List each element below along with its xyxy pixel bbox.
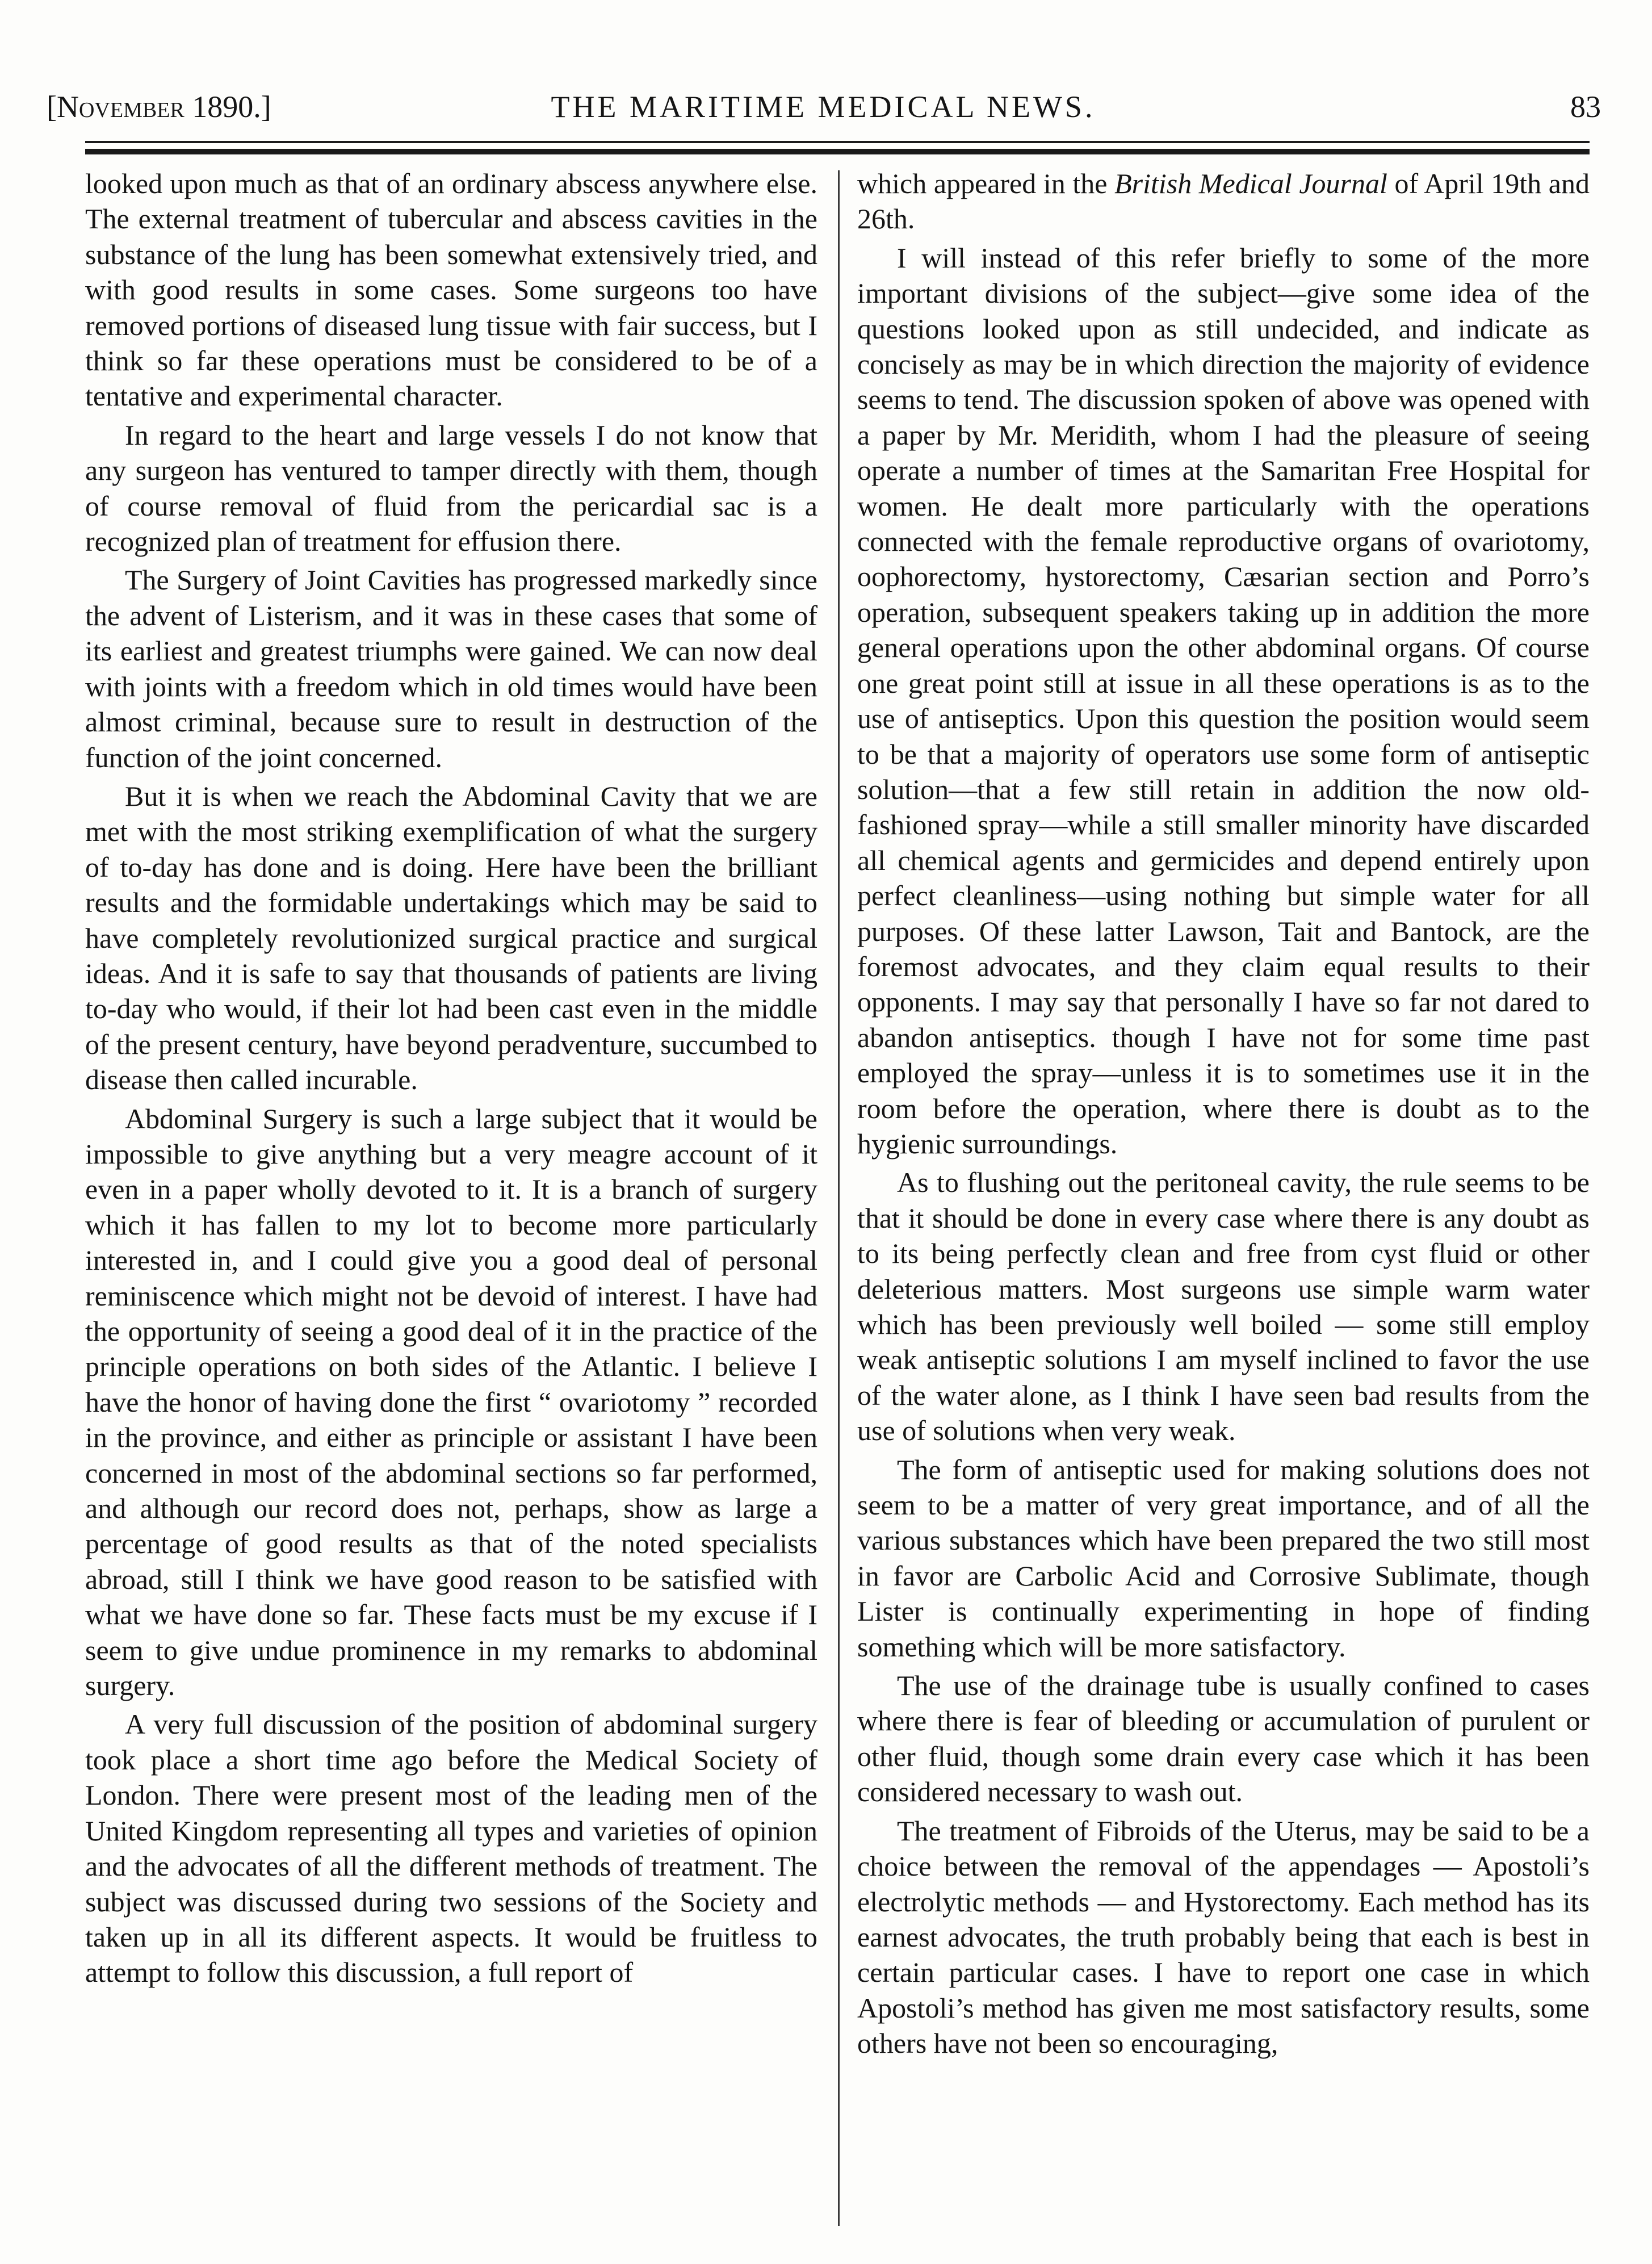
- right-column: [857, 166, 1590, 2061]
- issue-year: 1890.]: [184, 90, 271, 124]
- paragraph: A very full discussion of the position of abdominal surgery took place a short time ago before the Medical Society of London. There were present most of the leading men of the United Kingdom representing all types and varieties of opinion and the advocates of all the different methods of treatment. The subject was discussed during two sessions of the Society and taken up in all its different aspects. It would be fruitless to attempt to follow this discussion, a full report of: [85, 1708, 817, 1989]
- issue-month: November: [56, 90, 185, 124]
- issue-date-open-bracket: [: [47, 90, 57, 124]
- paragraph: looked upon much as that of an ordinary abscess anywhere else. The external treatment of tubercular and abscess cavities in the substance of the lung has been somewhat extensively tried, and with good results in some cases. Some surgeons too have removed portions of diseased lung tissue with fair success, but I think so far these operations must be considered to be of a tentative and experimental character.: [85, 168, 817, 412]
- paragraph: In regard to the heart and large vessels I do not know that any surgeon has ventured to tamper directly with them, though of course removal of fluid from the pericardial sac is a recognized plan of treatment for effusion there.: [85, 419, 817, 558]
- header-rule-thick: [85, 149, 1590, 154]
- journal-citation: British Medical Journal: [1114, 168, 1387, 199]
- paragraph: Abdominal Surgery is such a large subject that it would be impossible to give anything but a very meagre account of it even in a paper wholly devoted to it. It is a branch of surgery which it has fallen to my lot to become more particularly interested in, and I could give you a good deal of personal reminiscence which might not be devoid of interest. I have had the opportunity of seeing a good deal of it in the practice of the principle operations on both sides of the Atlantic. I believe I have the honor of having done the first “ ovariotomy ” recorded in the province, and either as principle or assistant I have been concerned in most of the abdominal sections so far performed, and although our record does not, perhaps, show as large a percentage of good results as that of the noted specialists abroad, still I think we have good reason to be satisfied with what we have done so far. These facts must be my excuse if I seem to give undue prominence in my remarks to abdominal surgery.: [85, 1102, 817, 1702]
- page-number: 83: [1570, 90, 1601, 124]
- paragraph: I will instead of this refer briefly to some of the more important divisions of the subject—give some idea of the questions looked upon as still undecided, and indicate as concisely as may be in which direction the majority of evidence seems to tend. The discussion spoken of above was opened with a paper by Mr. Meridith, whom I had the pleasure of seeing operate a number of times at the Samaritan Free Hospital for women. He dealt more particularly with the operations connected with the female reproductive organs of ovariotomy, oophorectomy, hystorectomy, Cæsarian section and Porro’s operation, subsequent speakers taking up in addition the more general operations upon the other abdominal organs. Of course one great point still at issue in all these operations is as to the use of antiseptics. Upon this question the position would seem to be that a majority of operators use some form of antiseptic solution—that a few still retain in addition the now old-fashioned spray—while a still smaller minority have discarded all chemical agents and germicides and depend entirely upon perfect cleanliness—using nothing but simple water for all purposes. Of these latter Lawson, Tait and Bantock, are the foremost advocates, and they claim equal results to their opponents. I may say that personally I have so far not dared to abandon antiseptics. though I have not for some time past employed the spray—unless it is to sometimes use it in the room before the operation, where there is doubt as to the hygienic surroundings.: [857, 241, 1590, 1160]
- column-divider: [838, 170, 840, 2226]
- journal-title: THE MARITIME MEDICAL NEWS.: [551, 90, 1096, 124]
- paragraph: The Surgery of Joint Cavities has progressed markedly since the advent of Listerism, and it was in these cases that some of its earliest and greatest triumphs were gained. We can now deal with joints with a freedom which in old times would have been almost criminal, because sure to result in destruction of the function of the joint concerned.: [85, 564, 817, 773]
- paragraph: As to flushing out the peritoneal cavity, the rule seems to be that it should be done in every case where there is any doubt as to its being perfectly clean and free from cyst fluid or other deleterious matters. Most surgeons use simple warm water which has been previously well boiled — some still employ weak antiseptic solutions I am myself inclined to favor the use of the water alone, as I think I have seen bad results from the use of solutions when very weak.: [857, 1166, 1590, 1447]
- issue-date: [47, 84, 271, 129]
- header-rule-thin: [85, 141, 1590, 143]
- paragraph: The use of the drainage tube is usually confined to cases where there is fear of bleeding or accumulation of purulent or other fluid, though some drain every case which it has been considered necessary to wash out.: [857, 1669, 1590, 1808]
- paragraph-text: of April 19th and 26th.: [857, 168, 1590, 235]
- paragraph: But it is when we reach the Abdominal Cavity that we are met with the most striking exemplification of what the surgery of to-day has done and is doing. Here have been the brilliant results and the formidable undertakings which may be said to have completely revolutionized surgical practice and surgical ideas. And it is safe to say that thousands of patients are living to-day who would, if their lot had been cast even in the middle of the present century, have beyond peradventure, succumbed to disease then called incurable.: [85, 780, 817, 1096]
- left-column: [85, 166, 817, 1990]
- paragraph-text: which appeared in the: [857, 168, 1115, 199]
- paragraph: The treatment of Fibroids of the Uterus, may be said to be a choice between the removal of the appendages — Apostoli’s electrolytic methods — and Hystorectomy. Each method has its earnest advocates, the truth probably being that each is best in certain particular cases. I have to report one case in which Apostoli’s method has given me most satisfactory results, some others have not been so encouraging,: [857, 1814, 1590, 2060]
- paragraph: [857, 166, 1590, 237]
- paragraph: The form of antiseptic used for making solutions does not seem to be a matter of very great importance, and of all the various substances which have been prepared the two still most in favor are Carbolic Acid and Corrosive Sublimate, though Lister is continually experimenting in hope of finding something which will be more satisfactory.: [857, 1453, 1590, 1663]
